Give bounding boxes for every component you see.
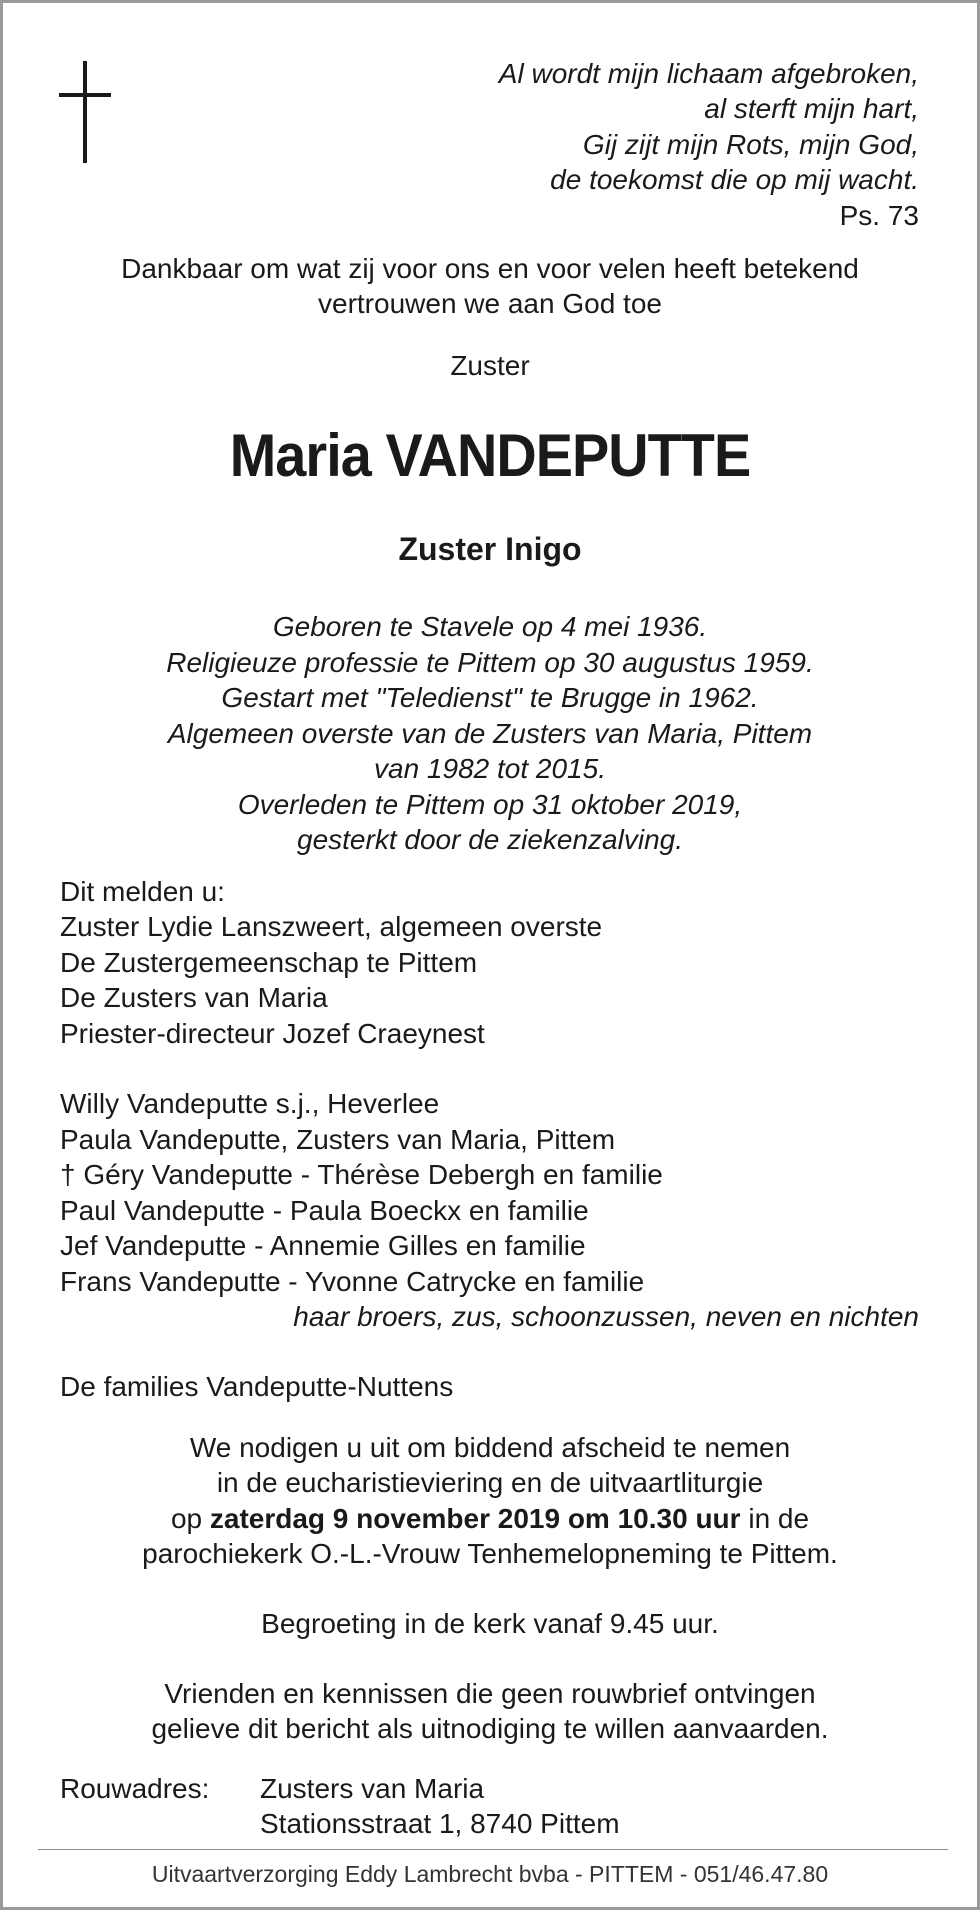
family-item: Willy Vandeputte s.j., Heverlee (60, 1088, 440, 1119)
family-relation: haar broers, zus, schoonzussen, neven en nichten (293, 1301, 919, 1332)
intro-line: vertrouwen we aan God toe (318, 288, 662, 319)
deceased-name: Maria VANDEPUTTE (229, 422, 751, 489)
religious-name: Zuster Inigo (398, 531, 582, 567)
biography-line: gesterkt door de ziekenzalving. (297, 824, 683, 855)
family-item: Paul Vandeputte - Paula Boeckx en familie (60, 1195, 589, 1226)
family-item: Paula Vandeputte, Zusters van Maria, Pittem (60, 1124, 616, 1155)
family-extended: De families Vandeputte-Nuttens (60, 1371, 454, 1402)
announcers-heading: Dit melden u: (60, 876, 225, 907)
address-line: Stationsstraat 1, 8740 Pittem (260, 1808, 620, 1839)
address-line: Zusters van Maria (260, 1773, 485, 1804)
verse-line: Gij zijt mijn Rots, mijn God, (582, 129, 919, 160)
biography-line: Overleden te Pittem op 31 oktober 2019, (237, 789, 743, 820)
intro-line: Dankbaar om wat zij voor ons en voor velen heeft betekend (121, 253, 859, 284)
biography-line: Geboren te Stavele op 4 mei 1936. (272, 611, 708, 642)
biography-line: van 1982 tot 2015. (374, 753, 606, 784)
notice-line: Vrienden en kennissen die geen rouwbrief ontvingen (164, 1678, 816, 1709)
announcer-item: Zuster Lydie Lanszweert, algemeen overste (60, 911, 603, 942)
verse-line: de toekomst die op mij wacht. (550, 164, 919, 195)
biography-line: Algemeen overste van de Zusters van Maria, Pittem (167, 718, 813, 749)
greeting-line: Begroeting in de kerk vanaf 9.45 uur. (261, 1608, 719, 1639)
verse-reference: Ps. 73 (839, 200, 919, 231)
invitation-line: parochiekerk O.-L.-Vrouw Tenhemelopneming te Pittem. (142, 1538, 838, 1569)
invitation-line: We nodigen u uit om biddend afscheid te nemen (189, 1432, 791, 1463)
address-label: Rouwadres: (60, 1773, 210, 1804)
notice-line: gelieve dit bericht als uitnodiging te willen aanvaarden. (151, 1713, 829, 1744)
verse-line: al sterft mijn hart, (704, 93, 919, 124)
deceased-prefix: Zuster (450, 350, 530, 381)
funeral-home-footer: Uitvaartverzorging Eddy Lambrecht bvba - PITTEM - 051/46.47.80 (151, 1861, 829, 1887)
invitation-date-line (3, 1501, 977, 1537)
announcer-item: Priester-directeur Jozef Craeynest (60, 1018, 485, 1049)
biography-line: Gestart met "Teledienst" te Brugge in 1962. (221, 682, 759, 713)
verse-line: Al wordt mijn lichaam afgebroken, (498, 58, 919, 89)
family-item: Jef Vandeputte - Annemie Gilles en familie (60, 1230, 586, 1261)
family-item: Frans Vandeputte - Yvonne Catrycke en familie (60, 1266, 645, 1297)
invitation-line-post: in de (740, 1503, 810, 1534)
announcer-item: De Zusters van Maria (60, 982, 328, 1013)
cross-icon (59, 61, 111, 163)
funeral-date: zaterdag 9 november 2019 om 10.30 uur (209, 1503, 741, 1534)
family-item: † Géry Vandeputte - Thérèse Debergh en familie (60, 1159, 663, 1190)
announcer-item: De Zustergemeenschap te Pittem (60, 947, 478, 978)
invitation-line-pre: op (170, 1503, 210, 1534)
biography-line: Religieuze professie te Pittem op 30 augustus 1959. (166, 647, 814, 678)
divider (38, 1849, 948, 1850)
invitation-line: in de eucharistieviering en de uitvaartliturgie (216, 1467, 764, 1498)
